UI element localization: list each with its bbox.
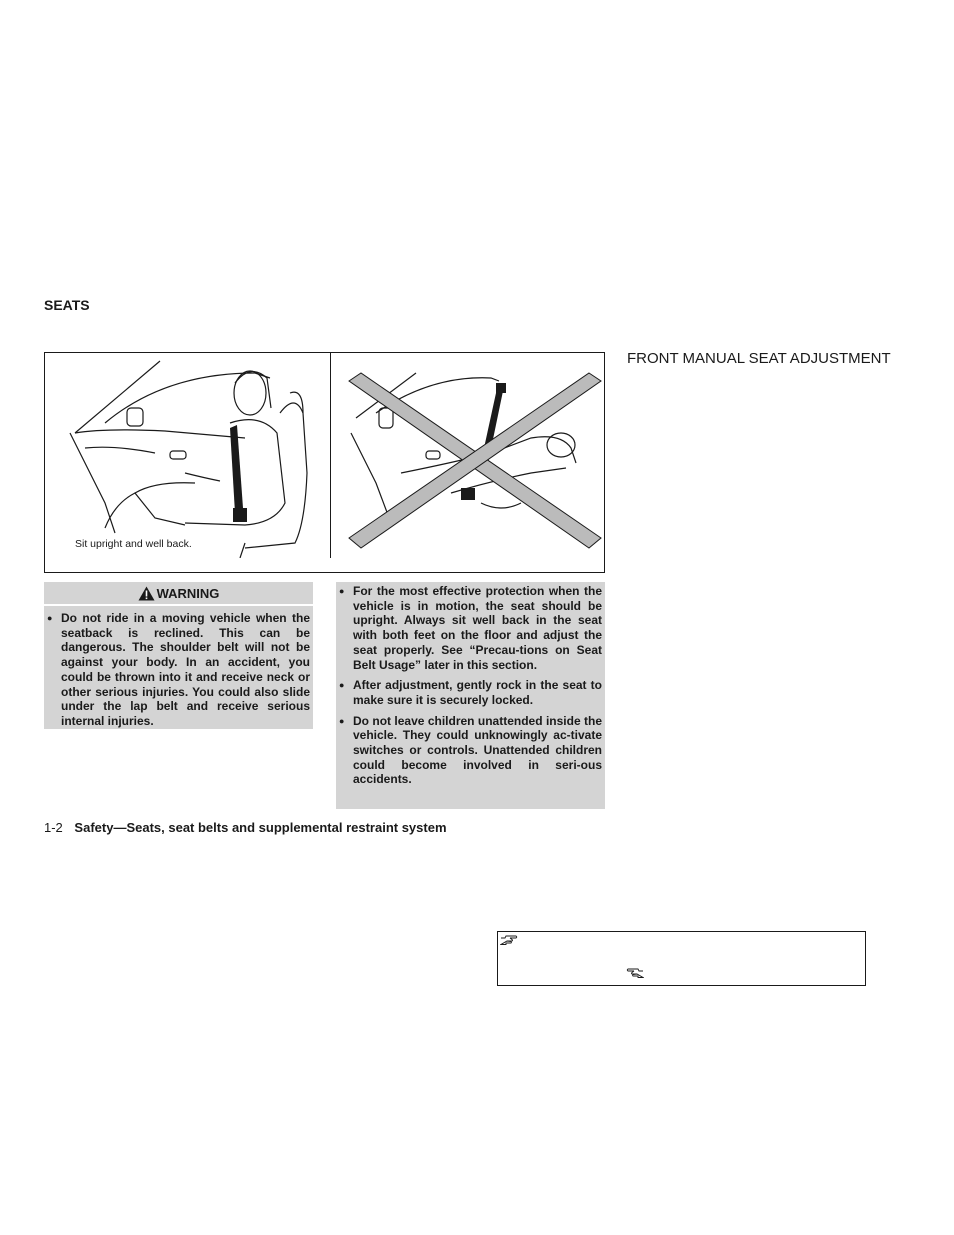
caution-note-item: ● Do not leave children unattended inside the vehicle. They could unknowingly ac-tivate switches or controls. Unattended children could become involved in seri-ous accidents. [336,714,605,788]
caution-notes-list [336,582,605,787]
figure-caption: Sit upright and well back. [75,538,192,550]
caution-note-item: ● For the most effective protection when the vehicle is in motion, the seat should be upright. Always sit well back in the seat with both feet on the floor and adjust the seat properly. See “Precau-tions on Seat Belt Usage” later in this section. [336,584,605,672]
pointing-hand-left-icon[interactable] [626,967,644,979]
caution-note-item: ● After adjustment, gently rock in the seat to make sure it is securely locked. [336,678,605,707]
navigation-box [497,931,866,986]
warning-triangle-icon [138,586,155,601]
warning-list [44,606,313,729]
caution-notes-box [336,582,605,809]
warning-item: ● Do not ride in a moving vehicle when the seatback is reclined. This can be dangerous. The shoulder belt will not be against your body. In an accident, you could be thrown into it and receive neck or other serious injuries. You could also slide under the lap belt and receive serious internal injuries. [44,611,313,729]
section-title: SEATS [44,297,90,313]
reclined-posture-illustration [331,353,605,558]
chapter-title: Safety—Seats, seat belts and supplemental restraint system [74,820,447,835]
warning-title: WARNING [156,585,220,601]
seat-illustration [44,352,605,573]
warning-box [44,582,313,729]
warning-header [44,582,313,606]
pointing-hand-right-icon[interactable] [500,934,518,946]
page-number: 1-2 [44,820,63,835]
subsection-heading: FRONT MANUAL SEAT ADJUSTMENT [627,350,891,367]
page-footer [44,820,447,835]
upright-posture-illustration [45,353,330,558]
